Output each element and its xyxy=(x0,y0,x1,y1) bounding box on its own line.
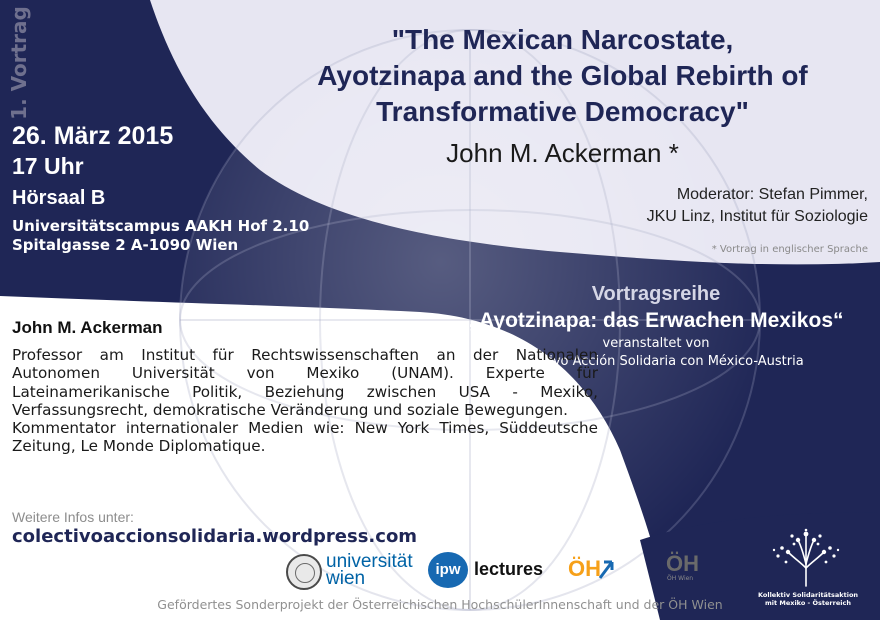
more-info-label: Weitere Infos unter: xyxy=(12,509,134,525)
collective-caption-line1: Kollektiv Solidaritätsaktion xyxy=(757,591,859,599)
university-logo-line1: universität xyxy=(326,551,413,572)
moderator xyxy=(647,184,868,228)
oeh-arrow-icon xyxy=(598,558,616,582)
talk-title-line3: Transformative Democracy" xyxy=(376,96,749,127)
talk-title-line2: Ayotzinapa and the Global Rebirth of xyxy=(317,60,808,91)
bio-heading: John M. Ackerman xyxy=(12,318,163,337)
talk-title xyxy=(270,22,855,130)
event-time: 17 Uhr xyxy=(12,153,84,179)
university-logo-line2: wien xyxy=(326,568,366,589)
organized-by: veranstaltet von xyxy=(602,336,710,351)
moderator-line2: JKU Linz, Institut für Soziologie xyxy=(646,208,868,225)
event-address-line1: Universitätscampus AAKH Hof 2.10 xyxy=(12,217,310,235)
collective-tree-logo[interactable] xyxy=(748,528,864,588)
event-address-line2: Spitalgasse 2 A-1090 Wien xyxy=(12,236,239,254)
bio-paragraph-1: Professor am Institut für Rechtswissenschaften an der Nationalen Autonomen Universität von Mexiko (UNAM). Experte für Lateinamerikanische Politik, Beziehung zwischen USA - Mexiko, Verfassungsrecht, demokratische Veränderung und soziale Bewegungen. xyxy=(12,346,598,419)
talk-speaker: John M. Ackerman * xyxy=(446,138,679,168)
series-title: „Ayotzinapa: das Erwachen Mexikos“ xyxy=(468,309,844,332)
ipw-logo[interactable]: ipw xyxy=(428,552,468,588)
university-vienna-logo[interactable] xyxy=(286,552,416,592)
oeh-logo-text: ÖH xyxy=(568,556,601,581)
series-number-vertical: 1. Vortrag xyxy=(7,6,31,120)
bio-text xyxy=(12,346,598,456)
oeh-wien-logo-text: ÖH xyxy=(666,551,699,576)
event-date: 26. März 2015 xyxy=(12,122,174,150)
university-seal-icon xyxy=(286,554,322,590)
language-note: * Vortrag in englischer Sprache xyxy=(711,244,868,255)
collective-caption-line2: mit Mexiko - Österreich xyxy=(765,599,851,607)
lectures-label: lectures xyxy=(474,559,544,579)
funding-footer: Gefördertes Sonderprojekt der Österreichischen HochschülerInnenschaft und der ÖH Wien xyxy=(157,597,723,612)
bio-paragraph-2: Kommentator internationaler Medien wie: New York Times, Süddeutsche Zeitung, Le Monde Diplomatique. xyxy=(12,419,598,456)
oeh-wien-logo[interactable] xyxy=(662,551,706,587)
organizer: Colectivo Acción Solidaria con México-Austria xyxy=(508,354,804,369)
website-link[interactable]: colectivoaccionsolidaria.wordpress.com xyxy=(12,526,418,547)
oeh-wien-logo-sub: ÖH Wien xyxy=(667,575,694,582)
oeh-logo[interactable] xyxy=(568,554,616,586)
talk-title-line1: "The Mexican Narcostate, xyxy=(391,24,734,55)
series-label: Vortragsreihe xyxy=(591,283,721,305)
event-room: Hörsaal B xyxy=(12,187,106,209)
moderator-line1: Moderator: Stefan Pimmer, xyxy=(676,186,868,203)
